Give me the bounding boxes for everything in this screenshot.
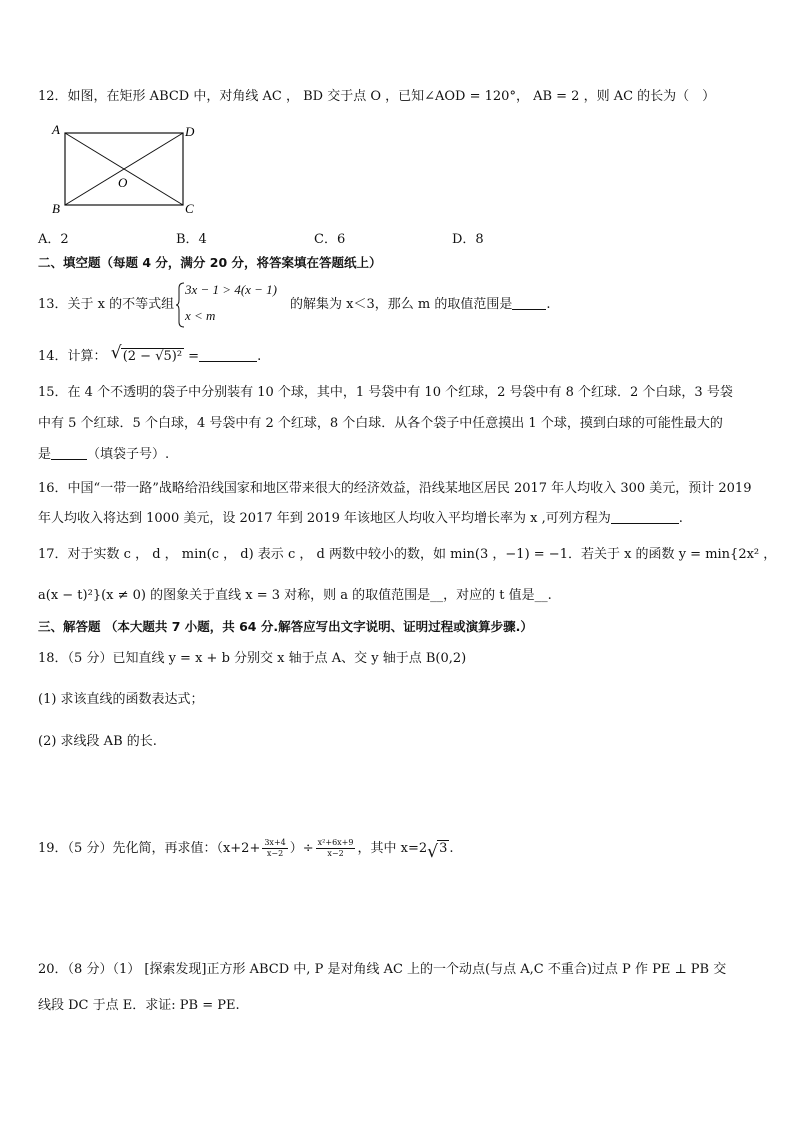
q13-suffix-line bbox=[290, 295, 550, 315]
q15-line2: 中有 5 个红球．5 个白球，4 号袋中有 2 个红球，8 个白球．从各个袋子中任意摸出 1 个球，摸到白球的可能性最大的 bbox=[38, 416, 723, 431]
q15-line1: 15．在 4 个不透明的袋子中分别装有 10 个球，其中，1 号袋中有 10 个红球，2 号袋中有 8 个红球．2 个白球，3 号袋 bbox=[38, 385, 733, 400]
q16-line2-prefix: 年人均收入将达到 1000 美元，设 2017 年到 2019 年该地区人均收入平均增长率为 x ,可列方程为 bbox=[38, 511, 611, 526]
label-C: C bbox=[185, 201, 194, 216]
q19-frac1-num: 3x+4 bbox=[264, 838, 286, 847]
section-3-title: 三、解答题 （本大题共 7 小题，共 64 分.解答应写出文字说明、证明过程或演算步骤.） bbox=[38, 619, 533, 634]
q12-option-a[interactable]: A．2 bbox=[38, 232, 69, 247]
q14-eq: = bbox=[184, 349, 200, 364]
q12-option-d[interactable]: D．8 bbox=[452, 232, 484, 247]
q19-mid: ）÷ bbox=[289, 841, 314, 856]
q19-frac2-den: x−2 bbox=[327, 849, 344, 858]
q13-inequality-2: x < m bbox=[185, 308, 216, 323]
q12-option-b[interactable]: B．4 bbox=[176, 232, 207, 247]
q17-line2: a(x − t)²}(x ≠ 0) 的图象关于直线 x = 3 对称，则 a 的取值范围是__，对应的 t 值是__. bbox=[38, 588, 552, 603]
q13-inequality-1: 3x − 1 > 4(x − 1) bbox=[185, 282, 278, 297]
q16-line2 bbox=[38, 509, 683, 529]
radical-icon: √ bbox=[110, 343, 122, 363]
label-B: B bbox=[52, 201, 60, 216]
q19-frac2-num: x²+6x+9 bbox=[317, 838, 354, 847]
q13-prefix: 13．关于 x 的不等式组 bbox=[38, 297, 175, 312]
q16-line2-end: . bbox=[678, 511, 683, 526]
label-D: D bbox=[185, 124, 195, 139]
q12-stem: 12．如图，在矩形 ABCD 中，对角线 AC ， BD 交于点 O ，已知∠AOD = 120°， AB = 2 ，则 AC 的长为（ ） bbox=[38, 89, 716, 104]
q15-answer-blank[interactable] bbox=[51, 445, 87, 460]
q15-line3-prefix: 是 bbox=[38, 447, 52, 462]
q13-suffix: 的解集为 x＜3，那么 m 的取值范围是 bbox=[290, 297, 513, 312]
label-O: O bbox=[118, 175, 128, 190]
q19-fraction-1 bbox=[262, 838, 287, 859]
rectangle-figure bbox=[48, 120, 208, 216]
section-2-title: 二、填空题（每题 4 分，满分 20 分，将答案填在答题纸上） bbox=[38, 255, 382, 270]
q18-part-2: (2) 求线段 AB 的长. bbox=[38, 734, 157, 749]
q14-prefix: 14．计算： bbox=[38, 349, 107, 364]
q12-option-c[interactable]: C．6 bbox=[314, 232, 346, 247]
q14-line bbox=[38, 343, 262, 367]
q19-end: . bbox=[449, 841, 454, 856]
q19-sqrt bbox=[427, 834, 449, 864]
q13-end: . bbox=[546, 297, 551, 312]
label-A: A bbox=[52, 122, 60, 137]
q15-line3 bbox=[38, 445, 169, 465]
q14-answer-blank[interactable] bbox=[199, 347, 257, 362]
q18-part-1: (1) 求该直线的函数表达式； bbox=[38, 692, 204, 707]
q17-line1: 17．对于实数 c ， d ， min(c ， d) 表示 c ， d 两数中较小的数，如 min(3 ，−1) = −1．若关于 x 的函数 y = min{2x² ， bbox=[38, 547, 777, 562]
q18-stem: 18．（5 分）已知直线 y = x + b 分别交 x 轴于点 A、交 y 轴于点 B(0,2) bbox=[38, 651, 467, 666]
q16-line1: 16．中国“一带一路”战略给沿线国家和地区带来很大的经济效益，沿线某地区居民 2017 年人均收入 300 美元，预计 2019 bbox=[38, 481, 752, 496]
q15-line3-suffix: （填袋子号）. bbox=[87, 447, 170, 462]
q19-suffix: ，其中 x=2 bbox=[357, 841, 428, 856]
q16-answer-blank[interactable] bbox=[611, 509, 679, 524]
q14-end: . bbox=[257, 349, 262, 364]
q19-line bbox=[38, 834, 454, 864]
q14-sqrt bbox=[110, 343, 184, 367]
q13-answer-blank[interactable] bbox=[512, 295, 546, 310]
q19-fraction-2 bbox=[316, 838, 356, 859]
q20-line2: 线段 DC 于点 E．求证: PB = PE. bbox=[38, 998, 240, 1013]
q20-line1: 20．（8 分）（1） [探索发现]正方形 ABCD 中, P 是对角线 AC 上的一个动点(与点 A,C 不重合)过点 P 作 PE ⊥ PB 交 bbox=[38, 962, 727, 977]
radical-icon: √ bbox=[427, 842, 438, 862]
q19-frac1-den: x−2 bbox=[266, 849, 284, 858]
q14-radicand: (2 − √5)² bbox=[122, 349, 183, 364]
q19-radicand: 3 bbox=[439, 841, 448, 856]
q19-prefix: 19．（5 分）先化简，再求值：（x+2+ bbox=[38, 841, 261, 856]
